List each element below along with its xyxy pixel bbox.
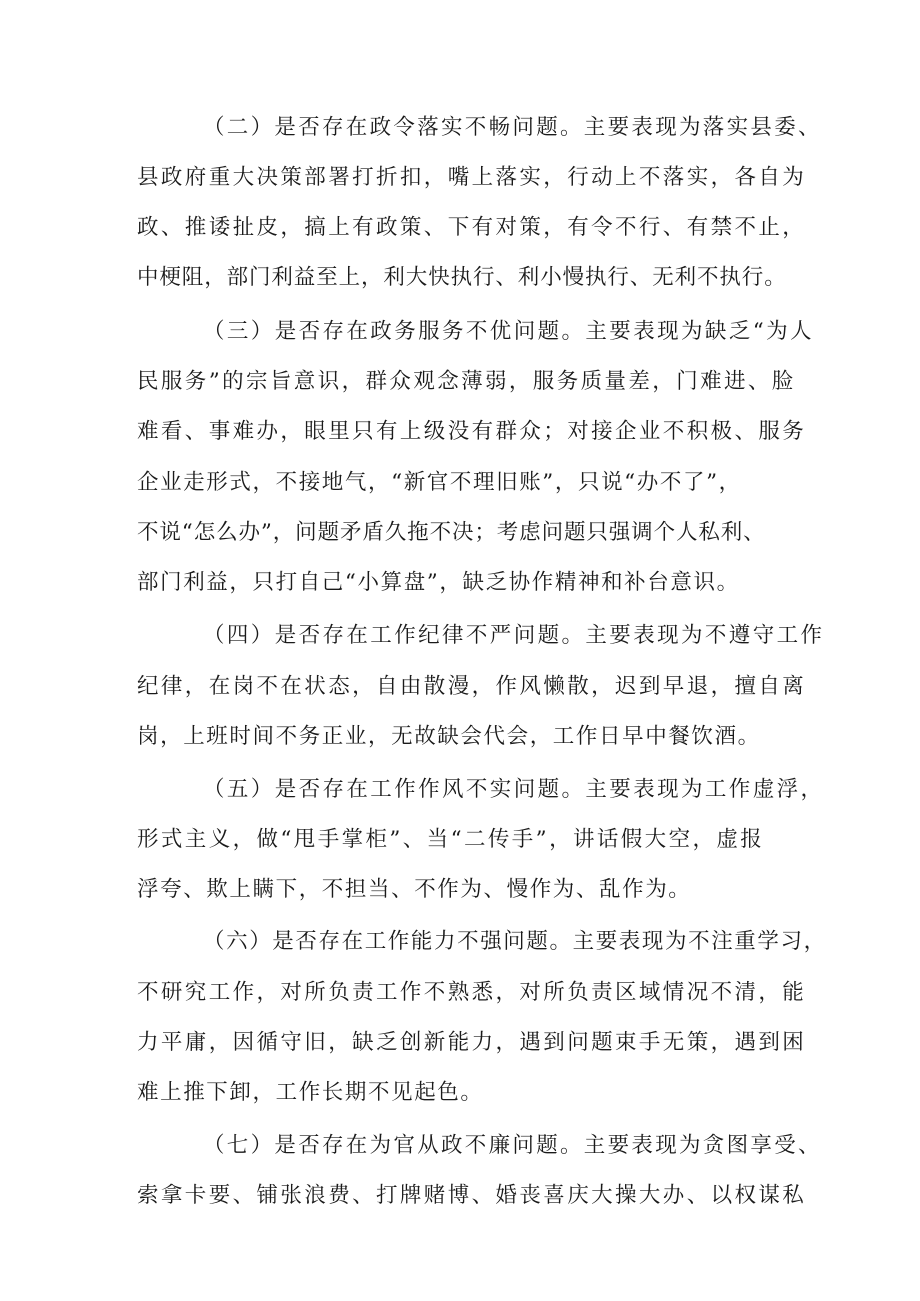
- paragraph-3-line-4: 企业走形式，不接地气，“新官不理旧账”，只说“办不了”，: [137, 470, 742, 495]
- paragraph-2-line-3: 政、推诿扯皮，搞上有政策、下有对策，有令不行、有禁不止，: [137, 215, 807, 240]
- paragraph-5-line-1: （五）是否存在工作作风不实问题。主要表现为工作虚浮，: [203, 777, 825, 802]
- paragraph-3-line-3: 难看、事难办，眼里只有上级没有群众；对接企业不积极、服务: [137, 419, 807, 444]
- paragraph-3-line-5: 不说“怎么办”，问题矛盾久拖不决；考虑问题只强调个人私利、: [137, 520, 766, 545]
- paragraph-6-line-2: 不研究工作，对所负责工作不熟悉，对所负责区域情况不清，能: [137, 980, 807, 1005]
- paragraph-5-line-3: 浮夸、欺上瞒下，不担当、不作为、慢作为、乱作为。: [137, 877, 692, 902]
- paragraph-6-line-1: （六）是否存在工作能力不强问题。主要表现为不注重学习，: [203, 929, 827, 954]
- paragraph-4-line-2: 纪律，在岗不在状态，自由散漫，作风懒散，迟到早退，擅自离: [137, 674, 807, 699]
- paragraph-2-line-2: 县政府重大决策部署打折扣，嘴上落实，行动上不落实，各自为: [137, 165, 807, 190]
- paragraph-3-line-2: 民服务”的宗旨意识，群众观念薄弱，服务质量差，门难进、脸: [137, 369, 796, 394]
- paragraph-3-line-1: （三）是否存在政务服务不优问题。主要表现为缺乏“为人: [203, 319, 814, 344]
- paragraph-2-line-4: 中梗阻，部门利益至上，利大快执行、利小慢执行、无利不执行。: [137, 265, 787, 290]
- paragraph-2-line-1: （二）是否存在政令落实不畅问题。主要表现为落实县委、: [203, 115, 822, 140]
- paragraph-7-line-1: （七）是否存在为官从政不廉问题。主要表现为贪图享受、: [203, 1133, 822, 1158]
- paragraph-7-line-2: 索拿卡要、铺张浪费、打牌赌博、婚丧喜庆大操大办、以权谋私: [137, 1183, 807, 1208]
- paragraph-6-line-4: 难上推下卸，工作长期不见起色。: [137, 1080, 484, 1105]
- paragraph-5-line-2: 形式主义，做“甩手掌柜”、当“二传手”，讲话假大空，虚报: [137, 827, 765, 852]
- paragraph-4-line-3: 岗，上班时间不务正业，无故缺会代会，工作日早中餐饮酒。: [137, 724, 761, 749]
- paragraph-6-line-3: 力平庸，因循守旧，缺乏创新能力，遇到问题束手无策，遇到困: [137, 1030, 807, 1055]
- paragraph-4-line-1: （四）是否存在工作纪律不严问题。主要表现为不遵守工作: [203, 623, 825, 648]
- paragraph-3-line-6: 部门利益，只打自己“小算盘”，缺乏协作精神和补台意识。: [137, 570, 740, 595]
